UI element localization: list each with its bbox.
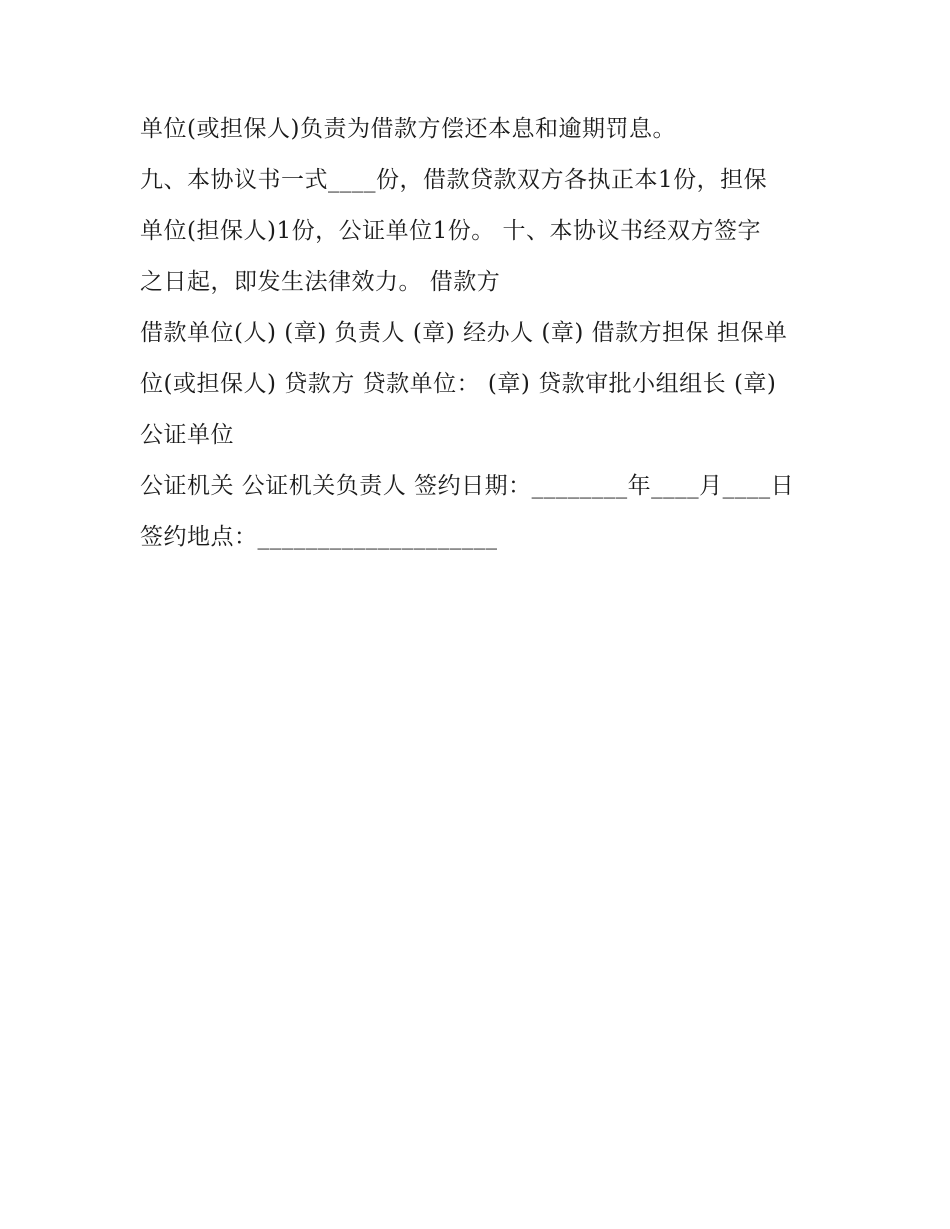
text-line: 借款单位(人) (章) 负责人 (章) 经办人 (章) 借款方担保 担保单 xyxy=(140,320,788,346)
signing-date-line: 公证机关 公证机关负责人 签约日期：________年____月____日 xyxy=(140,473,795,499)
text-line: 单位(或担保人)负责为借款方偿还本息和逾期罚息。 xyxy=(140,116,676,142)
text-line: 公证单位 xyxy=(140,422,234,448)
text-line: 之日起，即发生法律效力。 借款方 xyxy=(140,269,501,295)
text-line: 九、本协议书一式____份，借款贷款双方各执正本1份，担保 xyxy=(140,167,768,193)
text-line: 单位(担保人)1份，公证单位1份。 十、本协议书经双方签字 xyxy=(140,218,762,244)
document-body xyxy=(140,104,810,563)
text-line: 位(或担保人) 贷款方 贷款单位： (章) 贷款审批小组组长 (章) xyxy=(140,371,777,397)
signing-place-line: 签约地点：____________________ xyxy=(140,524,498,550)
